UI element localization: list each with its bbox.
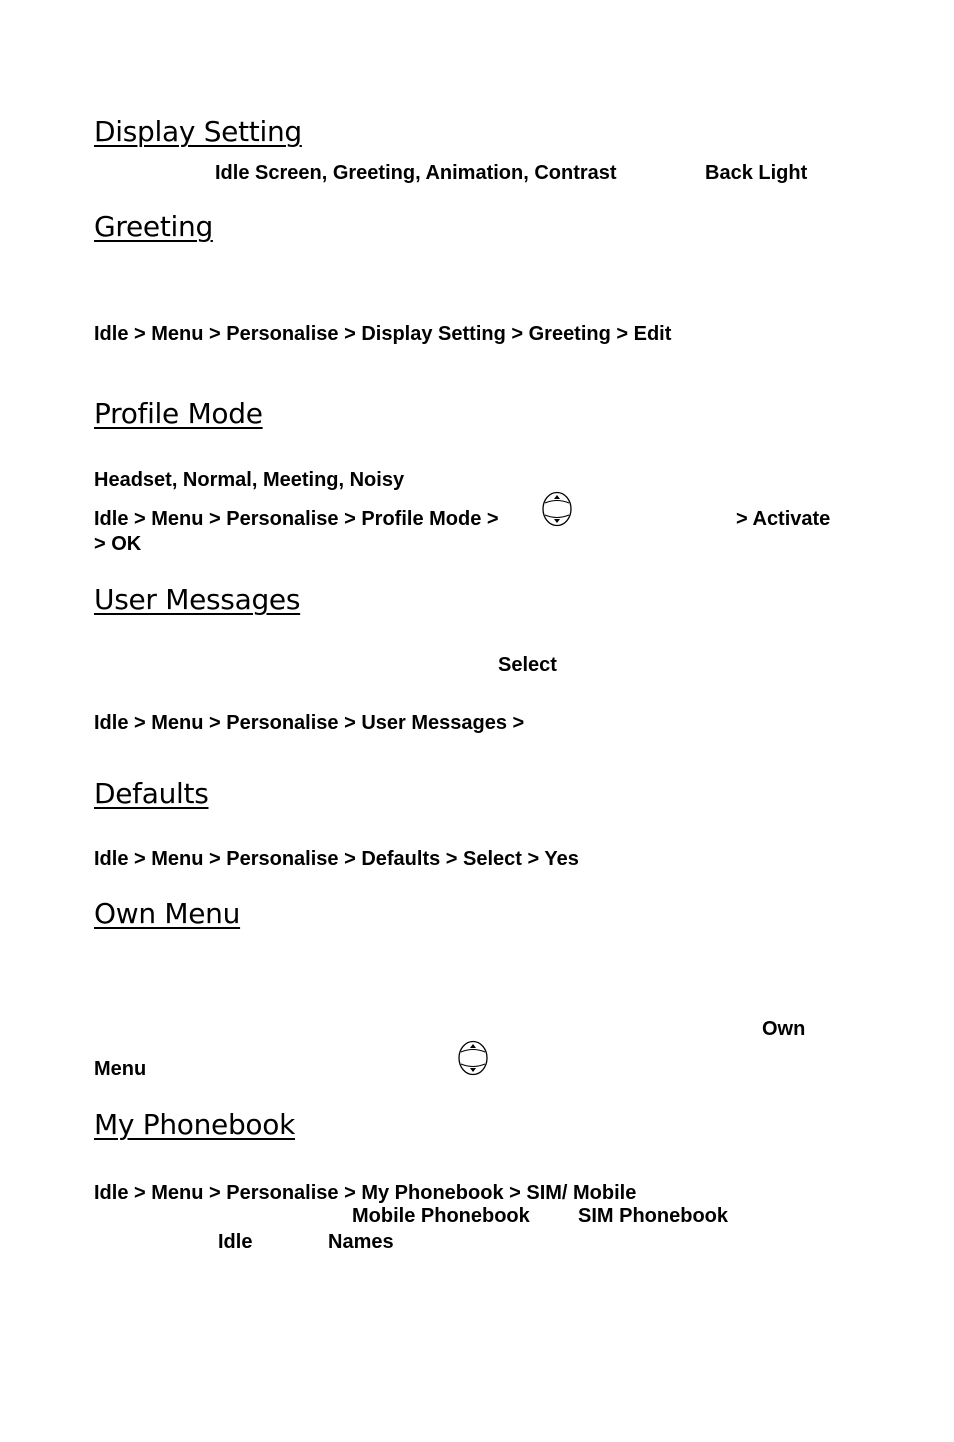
mobile-phonebook-label: Mobile Phonebook (352, 1205, 530, 1227)
my-phonebook-heading: My Phonebook (94, 1108, 296, 1141)
defaults-heading: Defaults (94, 777, 209, 810)
activate-label: > Activate (736, 508, 831, 530)
own-label: Own (762, 1018, 806, 1040)
user-messages-path: Idle > Menu > Personalise > User Messages > (94, 712, 525, 734)
navigation-key-icon (457, 1040, 489, 1076)
menu-label: Menu (94, 1058, 147, 1080)
profile-mode-heading: Profile Mode (94, 397, 263, 430)
navigation-key-icon (541, 491, 573, 527)
idle-label: Idle (218, 1231, 253, 1253)
select-label: Select (498, 654, 557, 676)
user-messages-heading: User Messages (94, 583, 301, 616)
sim-phonebook-label: SIM Phonebook (578, 1205, 728, 1227)
my-phonebook-path: Idle > Menu > Personalise > My Phonebook > SIM/ Mobile (94, 1182, 637, 1204)
profile-mode-path: Idle > Menu > Personalise > Profile Mode > (94, 508, 499, 530)
names-label: Names (328, 1231, 394, 1253)
own-menu-heading: Own Menu (94, 897, 241, 930)
back-light-label: Back Light (705, 162, 808, 184)
profile-mode-list: Headset, Normal, Meeting, Noisy (94, 469, 405, 491)
display-setting-heading: Display Setting (94, 115, 302, 148)
display-setting-options: Idle Screen, Greeting, Animation, Contrast (215, 162, 617, 184)
defaults-path: Idle > Menu > Personalise > Defaults > Select > Yes (94, 848, 579, 870)
greeting-heading: Greeting (94, 210, 213, 243)
greeting-menu-path: Idle > Menu > Personalise > Display Setting > Greeting > Edit (94, 323, 672, 345)
ok-label: > OK (94, 533, 142, 555)
